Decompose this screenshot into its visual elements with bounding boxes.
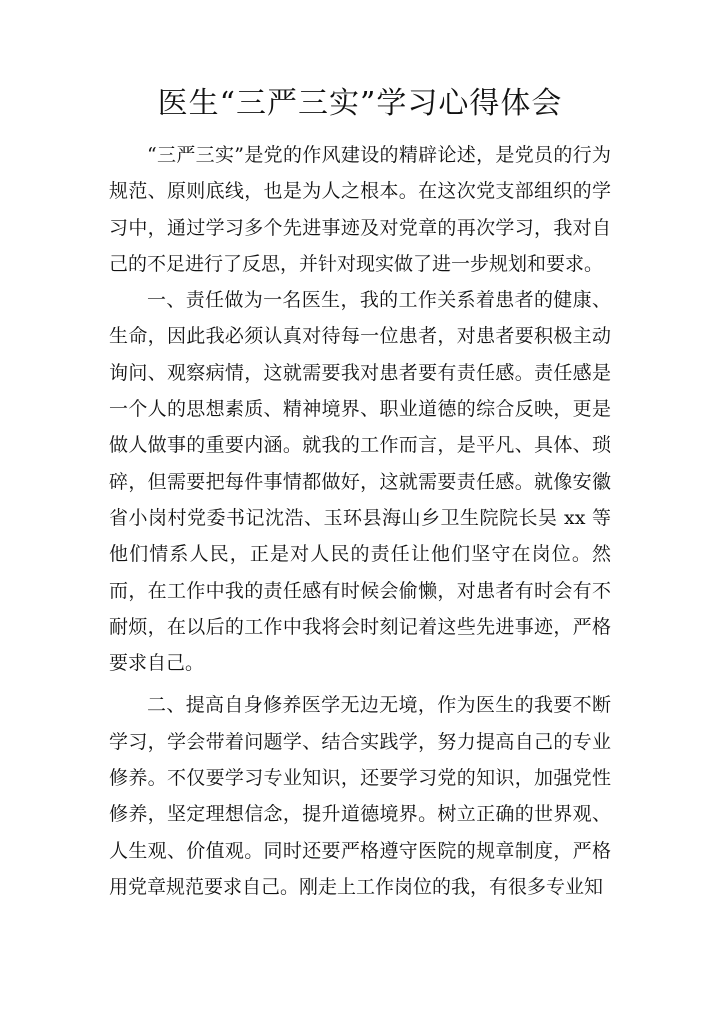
paragraph-self-cultivation: 二、提高自身修养医学无边无境，作为医生的我要不断学习，学会带着问题学、结合实践学，努力提高自己的专业修养。不仅要学习专业知识，还要学习党的知识，加强党性修养，坚定理想信念，提升道德境界。树立正确的世界观、人生观、价值观。同时还要严格遵守医院的规章制度，严格用党章规范要求自己。刚走上工作岗位的我，有很多专业知 (109, 694, 611, 898)
document-title: 医生“三严三实”学习心得体会 (157, 86, 563, 121)
document-body (109, 137, 611, 905)
paragraph-responsibility: 一、责任做为一名医生，我的工作关系着患者的健康、生命，因此我必须认真对待每一位患者，对患者要积极主动询问、观察病情，这就需要我对患者要有责任感。责任感是一个人的思想素质、精神境界、职业道德的综合反映，更是做人做事的重要内涵。就我的工作而言，是平凡、具体、琐碎，但需要把每件事情都做好，这就需要责任感。就像安徽省小岗村党委书记沈浩、玉环县海山乡卫生院院长吴 xx 等他们情系人民，正是对人民的责任让他们坚守在岗位。然而，在工作中我的责任感有时候会偷懒，对患者有时会有不耐烦，在以后的工作中我将会时刻记着这些先进事迹，严格要求自己。 (109, 289, 611, 675)
paragraph-intro: “三严三实”是党的作风建设的精辟论述，是党员的行为规范、原则底线，也是为人之根本。在这次党支部组织的学习中，通过学习多个先进事迹及对党章的再次学习，我对自己的不足进行了反思，并针对现实做了进一步规划和要求。 (109, 144, 611, 275)
